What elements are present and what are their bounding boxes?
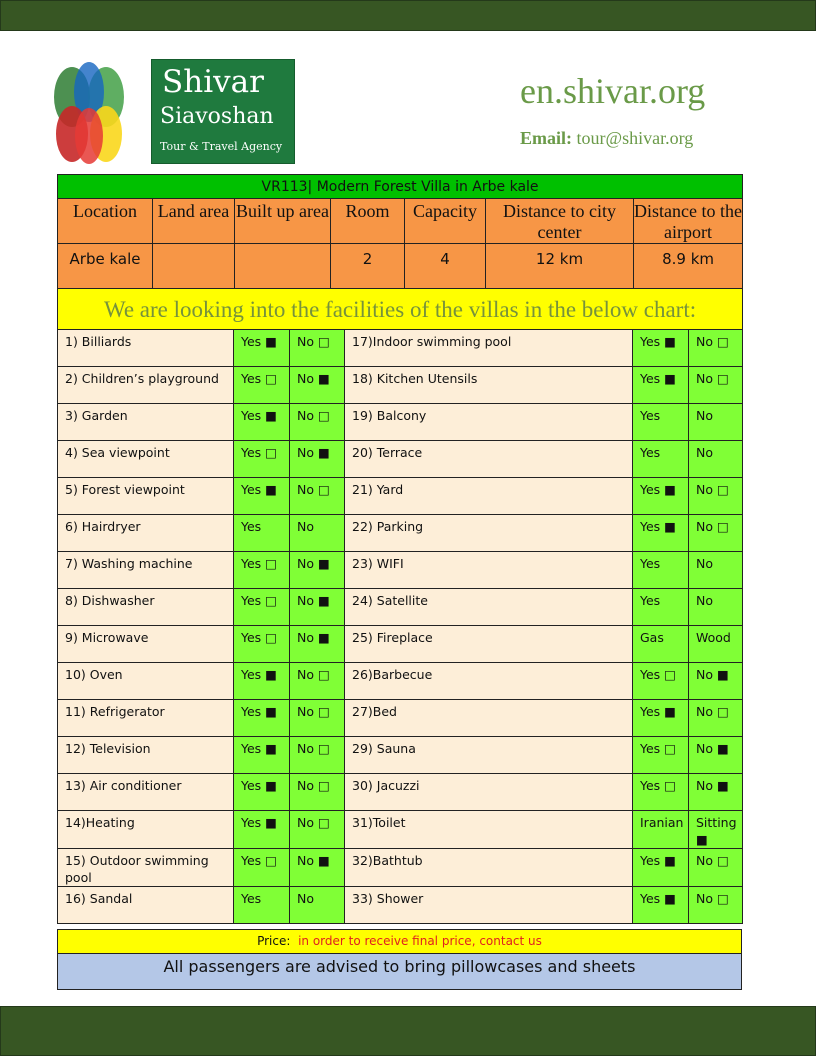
facility-name: 15) Outdoor swimming pool [58, 849, 234, 887]
facility-no: No [689, 552, 743, 589]
facility-yes: Yes ■ [234, 737, 290, 774]
facility-no: No ■ [290, 367, 345, 404]
facility-yes: Iranian [633, 811, 689, 849]
facility-no: No □ [689, 367, 743, 404]
facility-name: 17)Indoor swimming pool [345, 330, 633, 367]
facility-yes: Yes [633, 589, 689, 626]
facility-name: 33) Shower [345, 887, 633, 924]
facility-yes: Yes ■ [633, 700, 689, 737]
facility-name: 2) Children’s playground [58, 367, 234, 404]
facility-no: No □ [689, 849, 743, 887]
facility-name: 1) Billiards [58, 330, 234, 367]
facility-name: 10) Oven [58, 663, 234, 700]
facility-yes: Yes ■ [633, 887, 689, 924]
facility-no: No □ [689, 478, 743, 515]
table-row [58, 663, 743, 700]
facility-yes: Yes □ [234, 626, 290, 663]
facility-name: 13) Air conditioner [58, 774, 234, 811]
facility-yes: Yes ■ [633, 849, 689, 887]
header-room: Room [331, 199, 405, 244]
facility-no: No ■ [290, 849, 345, 887]
table-row [58, 811, 743, 849]
price-label: Price: [257, 934, 291, 948]
email-line [520, 128, 693, 149]
facility-name: 21) Yard [345, 478, 633, 515]
facility-yes: Yes [633, 552, 689, 589]
facility-name: 7) Washing machine [58, 552, 234, 589]
facility-name: 24) Satellite [345, 589, 633, 626]
facility-no: No ■ [290, 441, 345, 478]
facility-name: 30) Jacuzzi [345, 774, 633, 811]
facility-name: 22) Parking [345, 515, 633, 552]
facility-yes: Yes □ [633, 774, 689, 811]
table-row [58, 367, 743, 404]
table-row [58, 849, 743, 887]
value-distance-airport: 8.9 km [634, 244, 743, 289]
facility-yes: Yes □ [234, 367, 290, 404]
facilities-table [57, 329, 743, 924]
facility-no: No □ [689, 515, 743, 552]
facility-no: No ■ [290, 552, 345, 589]
facility-name: 4) Sea viewpoint [58, 441, 234, 478]
facility-yes: Yes [633, 404, 689, 441]
facility-yes: Yes [234, 887, 290, 924]
villa-title: VR113| Modern Forest Villa in Arbe kale [58, 175, 743, 199]
header-land-area: Land area [153, 199, 235, 244]
table-row [58, 887, 743, 924]
facility-no: No □ [290, 404, 345, 441]
facility-yes: Yes ■ [633, 367, 689, 404]
facility-name: 32)Bathtub [345, 849, 633, 887]
facility-yes: Yes □ [633, 737, 689, 774]
website-link[interactable]: en.shivar.org [520, 71, 706, 111]
facility-yes: Yes □ [234, 441, 290, 478]
facility-no: No ■ [290, 626, 345, 663]
header-built-up-area: Built up area [235, 199, 331, 244]
facility-no: No [689, 589, 743, 626]
value-room: 2 [331, 244, 405, 289]
company-logo [151, 59, 295, 164]
facility-no: Wood [689, 626, 743, 663]
header-distance-airport: Distance to the airport [634, 199, 743, 244]
value-built-up-area [235, 244, 331, 289]
facility-name: 14)Heating [58, 811, 234, 849]
table-row [58, 774, 743, 811]
lotus-logo-icon [50, 62, 128, 166]
facility-name: 27)Bed [345, 700, 633, 737]
facility-name: 9) Microwave [58, 626, 234, 663]
facility-name: 11) Refrigerator [58, 700, 234, 737]
facility-name: 20) Terrace [345, 441, 633, 478]
facility-no: No □ [290, 663, 345, 700]
facilities-banner: We are looking into the facilities of the villas in the below chart: [58, 289, 743, 332]
value-location: Arbe kale [58, 244, 153, 289]
email-label: Email: [520, 128, 572, 148]
facility-yes: Yes □ [234, 589, 290, 626]
facility-yes: Yes ■ [633, 515, 689, 552]
bottom-band [0, 1006, 816, 1056]
facility-yes: Yes ■ [234, 663, 290, 700]
facility-no: No [689, 441, 743, 478]
facility-no: No ■ [290, 589, 345, 626]
price-text: in order to receive final price, contact us [298, 934, 542, 948]
table-row [58, 626, 743, 663]
facility-yes: Yes ■ [234, 774, 290, 811]
facility-no: No □ [290, 737, 345, 774]
facility-yes: Gas [633, 626, 689, 663]
facility-no: No [689, 404, 743, 441]
facility-no: No ■ [689, 663, 743, 700]
table-row [58, 515, 743, 552]
facility-yes: Yes ■ [234, 478, 290, 515]
facility-name: 3) Garden [58, 404, 234, 441]
email-link[interactable]: tour@shivar.org [576, 128, 694, 148]
table-row [58, 737, 743, 774]
logo-line1: Shivar [162, 64, 264, 100]
facility-name: 6) Hairdryer [58, 515, 234, 552]
facility-no: No □ [290, 774, 345, 811]
facility-no: No □ [689, 887, 743, 924]
table-row [58, 441, 743, 478]
villa-info-table [57, 174, 743, 332]
facility-no: No [290, 515, 345, 552]
table-row [58, 478, 743, 515]
facility-yes: Yes □ [633, 663, 689, 700]
facility-no: No ■ [689, 774, 743, 811]
facility-name: 18) Kitchen Utensils [345, 367, 633, 404]
table-row [58, 700, 743, 737]
facility-name: 23) WIFI [345, 552, 633, 589]
table-row [58, 404, 743, 441]
facility-no: No □ [290, 478, 345, 515]
facility-name: 26)Barbecue [345, 663, 633, 700]
value-land-area [153, 244, 235, 289]
facility-yes: Yes [633, 441, 689, 478]
facility-yes: Yes [234, 515, 290, 552]
facility-name: 12) Television [58, 737, 234, 774]
price-bar [57, 929, 742, 954]
table-row [58, 589, 743, 626]
facility-name: 8) Dishwasher [58, 589, 234, 626]
facility-yes: Yes □ [234, 849, 290, 887]
facility-no: No ■ [689, 737, 743, 774]
table-row [58, 330, 743, 367]
facility-name: 5) Forest viewpoint [58, 478, 234, 515]
facility-no: No □ [290, 330, 345, 367]
facility-yes: Yes ■ [633, 478, 689, 515]
facility-name: 25) Fireplace [345, 626, 633, 663]
facility-yes: Yes □ [234, 552, 290, 589]
facility-no: No □ [689, 330, 743, 367]
facility-yes: Yes ■ [633, 330, 689, 367]
header-location: Location [58, 199, 153, 244]
table-row [58, 552, 743, 589]
facility-name: 19) Balcony [345, 404, 633, 441]
facility-no: No □ [290, 700, 345, 737]
value-distance-city: 12 km [486, 244, 634, 289]
facility-no: No □ [290, 811, 345, 849]
facility-yes: Yes ■ [234, 700, 290, 737]
passenger-note: All passengers are advised to bring pillowcases and sheets [57, 953, 742, 990]
logo-line2: Siavoshan [160, 104, 274, 129]
logo-line3: Tour & Travel Agency [160, 140, 283, 153]
facility-name: 16) Sandal [58, 887, 234, 924]
facility-yes: Yes ■ [234, 404, 290, 441]
header-distance-city: Distance to city center [486, 199, 634, 244]
facility-name: 29) Sauna [345, 737, 633, 774]
facility-yes: Yes ■ [234, 330, 290, 367]
facility-no: No [290, 887, 345, 924]
facility-name: 31)Toilet [345, 811, 633, 849]
facility-no: Sitting ■ [689, 811, 743, 849]
header-capacity: Capacity [405, 199, 486, 244]
facility-no: No □ [689, 700, 743, 737]
top-band [0, 0, 816, 31]
facility-yes: Yes ■ [234, 811, 290, 849]
value-capacity: 4 [405, 244, 486, 289]
